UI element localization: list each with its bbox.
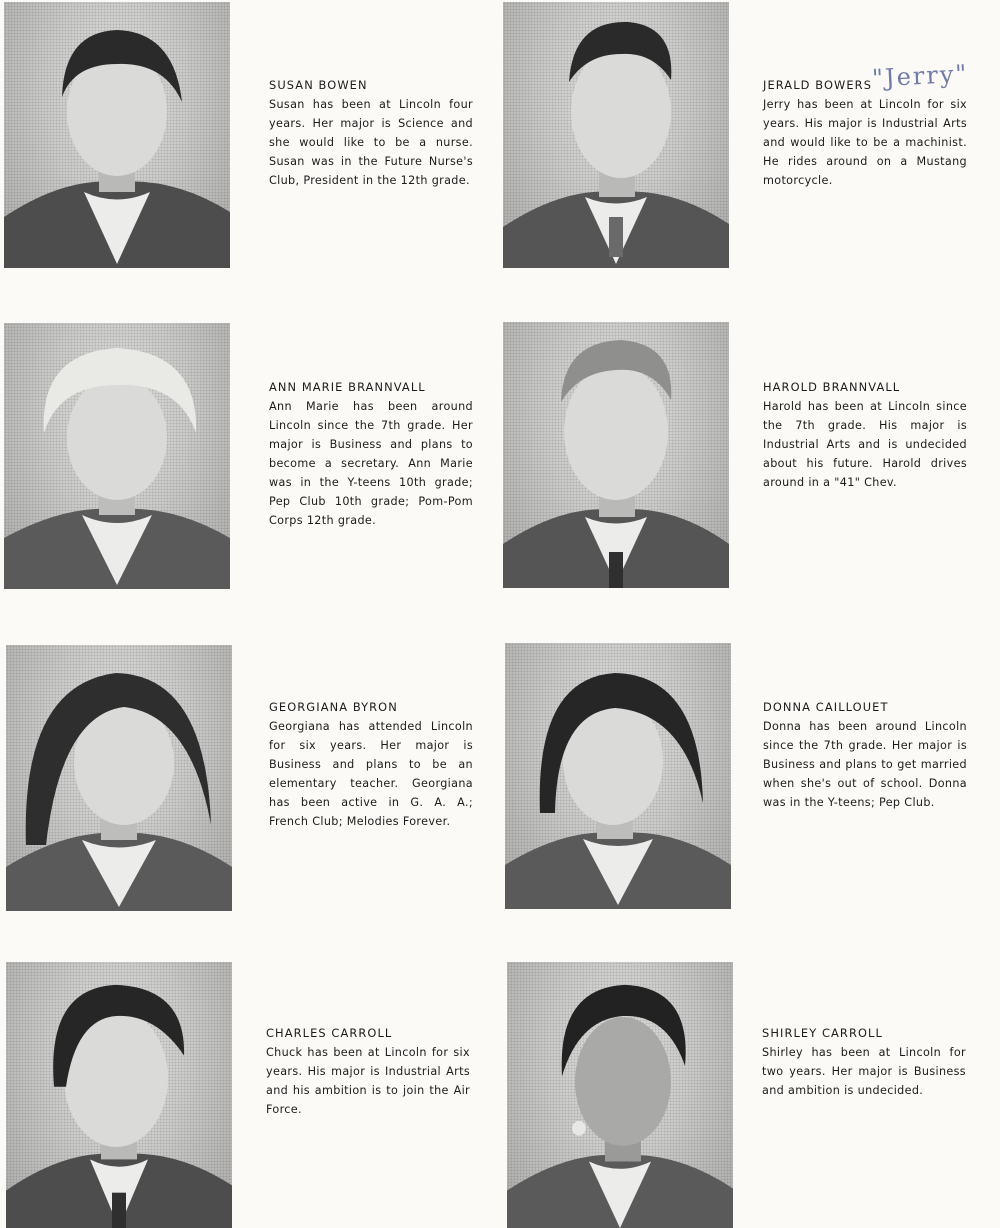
student-bio: Harold has been at Lincoln since the 7th grade. His major is Industrial Arts and is undecided about his future. Harold drives around in a "41" Chev. xyxy=(763,400,967,489)
portrait-silhouette xyxy=(503,2,729,268)
portrait-silhouette xyxy=(505,643,731,909)
student-name: JERALD BOWERS xyxy=(763,78,873,92)
portrait-photo xyxy=(6,645,232,911)
student-name: SHIRLEY CARROLL xyxy=(762,1026,883,1040)
portrait-photo xyxy=(6,962,232,1228)
student-bio: Susan has been at Lincoln four years. Her major is Science and she would like to be a nurse. Susan was in the Future Nurse's Club, President in the 12th grade. xyxy=(269,98,473,187)
portrait-photo xyxy=(4,2,230,268)
student-name: ANN MARIE BRANNVALL xyxy=(269,380,426,394)
portrait-silhouette xyxy=(6,645,232,911)
portrait-silhouette xyxy=(503,322,729,588)
portrait-photo xyxy=(505,643,731,909)
portrait-silhouette xyxy=(4,2,230,268)
student-bio: Jerry has been at Lincoln for six years. His major is Industrial Arts and would like to be a machinist. He rides around on a Mustang motorcycle. xyxy=(763,98,967,187)
student-name: DONNA CAILLOUET xyxy=(763,700,889,714)
handwritten-nickname-annotation: "Jerry" xyxy=(871,59,970,93)
portrait-photo xyxy=(4,323,230,589)
portrait-photo xyxy=(503,322,729,588)
student-bio: Shirley has been at Lincoln for two years. Her major is Business and ambition is undecided. xyxy=(762,1046,966,1097)
portrait-photo xyxy=(503,2,729,268)
student-name: SUSAN BOWEN xyxy=(269,78,368,92)
student-name: GEORGIANA BYRON xyxy=(269,700,398,714)
portrait-silhouette xyxy=(507,962,733,1228)
portrait-silhouette xyxy=(6,962,232,1228)
student-bio: Georgiana has attended Lincoln for six years. Her major is Business and plans to be an elementary teacher. Georgiana has been active in G. A. A.; French Club; Melodies Forever. xyxy=(269,720,473,828)
portrait-silhouette xyxy=(4,323,230,589)
portrait-photo xyxy=(507,962,733,1228)
student-name: HAROLD BRANNVALL xyxy=(763,380,901,394)
student-bio: Donna has been around Lincoln since the 7th grade. Her major is Business and plans to get married when she's out of school. Donna was in the Y-teens; Pep Club. xyxy=(763,720,967,809)
student-bio: Chuck has been at Lincoln for six years. His major is Industrial Arts and his ambition is to join the Air Force. xyxy=(266,1046,470,1116)
student-name: CHARLES CARROLL xyxy=(266,1026,393,1040)
student-bio: Ann Marie has been around Lincoln since the 7th grade. Her major is Business and plans to become a secretary. Ann Marie was in the Y-teens 10th grade; Pep Club 10th grade; Pom-Pom Corps 12th grade. xyxy=(269,400,473,527)
